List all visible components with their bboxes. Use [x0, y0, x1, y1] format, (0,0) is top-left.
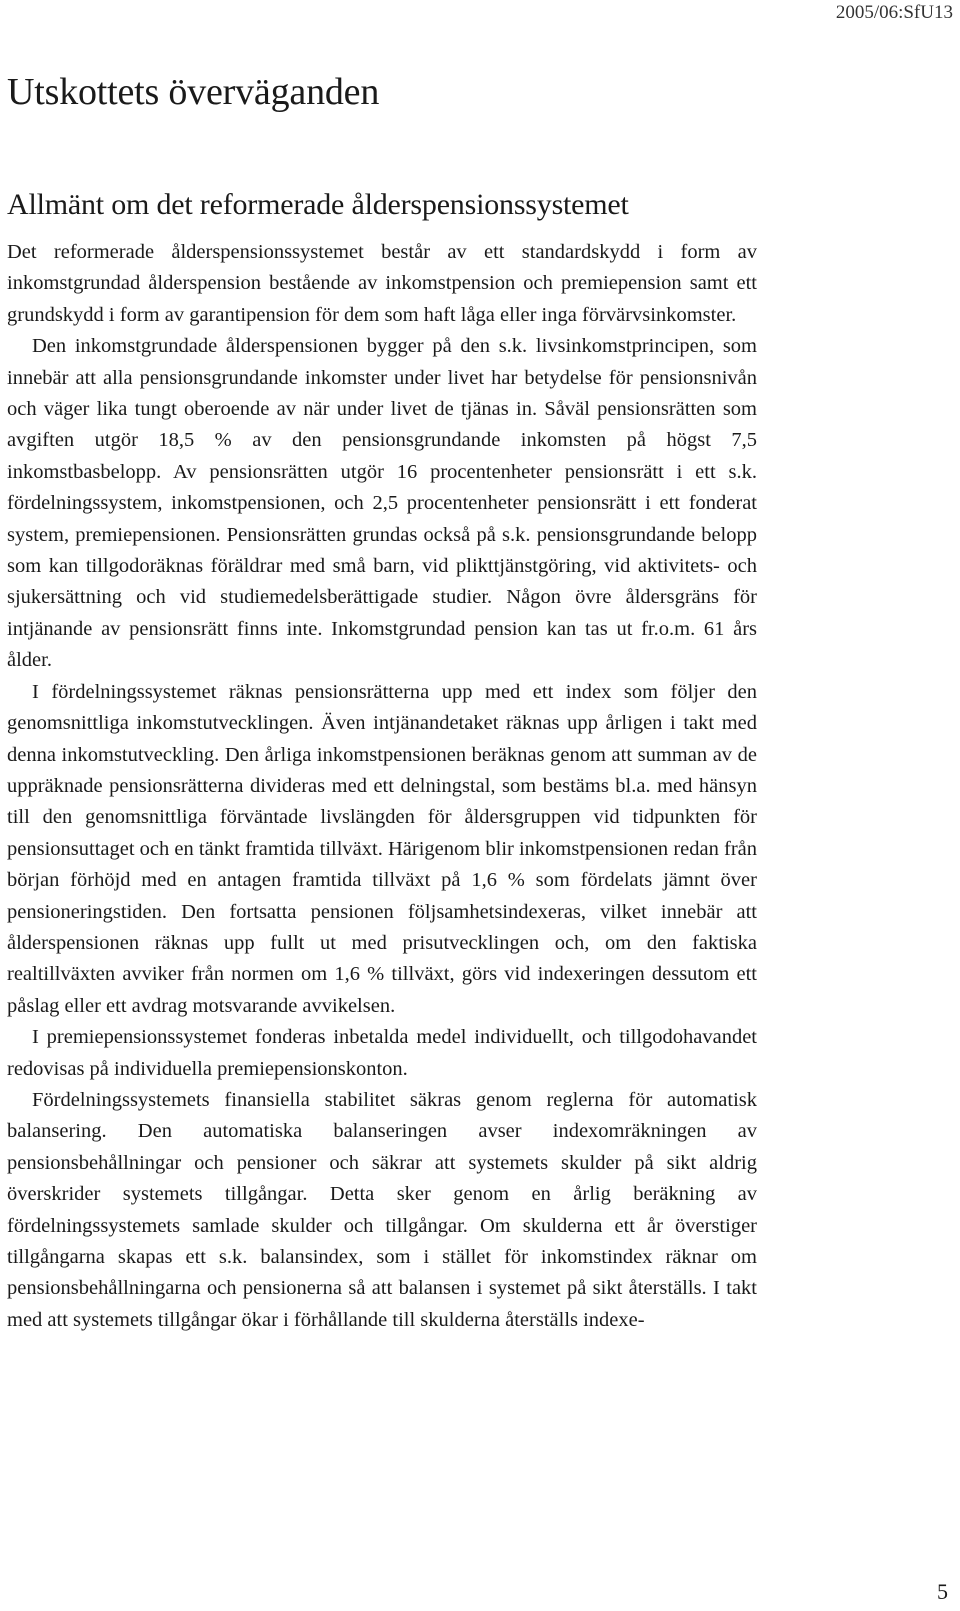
page-title: Utskottets överväganden	[7, 71, 380, 113]
paragraph-intro: Det reformerade ålderspensionssystemet består av ett standardskydd i form av inkomstgrundad ålderspension bestående av inkomstpension och premiepension samt ett grundskydd i form av garantipension för dem som haft låga eller inga förvärvsinkomster.	[7, 241, 757, 326]
section-body	[7, 237, 757, 1336]
paragraph-premium-pension: I premiepensionssystemet fonderas inbetalda medel individuellt, och tillgodohavandet redovisas på individuella premiepensionskonton.	[7, 1026, 757, 1080]
paragraph-income-pension: Den inkomstgrundade ålderspensionen bygger på den s.k. livsinkomstprincipen, som innebär att alla pensionsgrundande inkomster under livet har betydelse för pensionsnivån och väger lika tungt oberoende av när under livet de tjänas in. Såväl pensionsrätten som avgiften utgör 18,5 % av den pensionsgrundande inkomsten på högst 7,5 inkomstbasbelopp. Av pensionsrätten utgör 16 procentenheter pensionsrätt i ett s.k. fördelningssystem, inkomstpensionen, och 2,5 procentenheter pensionsrätt i ett fonderat system, premiepensionen. Pensionsrätten grundas också på s.k. pensionsgrundande belopp som kan tillgodoräknas föräldrar med små barn, vid plikttjänstgöring, vid aktivitets- och sjukersättning och vid studiemedelsberättigade studier. Någon övre åldersgräns för intjänande av pensionsrätt finns inte. Inkomstgrundad pension kan tas ut fr.o.m. 61 års ålder.	[7, 335, 757, 672]
paragraph-distribution-system: I fördelningssystemet räknas pensionsrätterna upp med ett index som följer den genomsnittliga inkomstutvecklingen. Även intjänandetaket räknas upp årligen i takt med denna inkomstutveckling. Den årliga inkomstpensionen beräknas genom att summan av de uppräknade pensionsrätterna divideras med ett delningstal, som bestäms bl.a. med hänsyn till den genomsnittliga förväntade livslängden för åldersgruppen vid tidpunkten för pensionsuttaget och en tänkt framtida tillväxt. Härigenom blir inkomstpensionen redan från början förhöjd med en antagen framtida tillväxt på 1,6 % som fördelats jämnt över pensioneringstiden. Den fortsatta pensionen följsamhetsindexeras, vilket innebär att ålderspensionen räknas upp fullt ut med prisutvecklingen och, om den faktiska realtillväxten avviker från normen om 1,6 % tillväxt, görs vid indexeringen dessutom ett påslag eller ett avdrag motsvarande avvikelsen.	[7, 680, 757, 1017]
document-reference: 2005/06:SfU13	[835, 2, 953, 23]
page-number: 5	[937, 1579, 948, 1604]
paragraph-automatic-balancing: Fördelningssystemets finansiella stabilitet säkras genom reglerna för automatisk balansering. Den automatiska balanseringen avser indexomräkningen av pensionsbehållningar och pensioner och säkrar att systemets skulder på sikt aldrig överskrider systemets tillgångar. Detta sker genom en årlig beräkning av fördelningssystemets samlade skulder och tillgångar. Om skulderna ett år överstiger tillgångarna skapas ett s.k. balansindex, som i stället för inkomstindex räknar om pensionsbehållningarna och pensionerna så att balansen i systemet på sikt återställs. I takt med att systemets tillgångar ökar i förhållande till skulderna återställs indexe-	[7, 1088, 757, 1331]
section-heading: Allmänt om det reformerade ålderspensionssystemet	[7, 188, 629, 221]
